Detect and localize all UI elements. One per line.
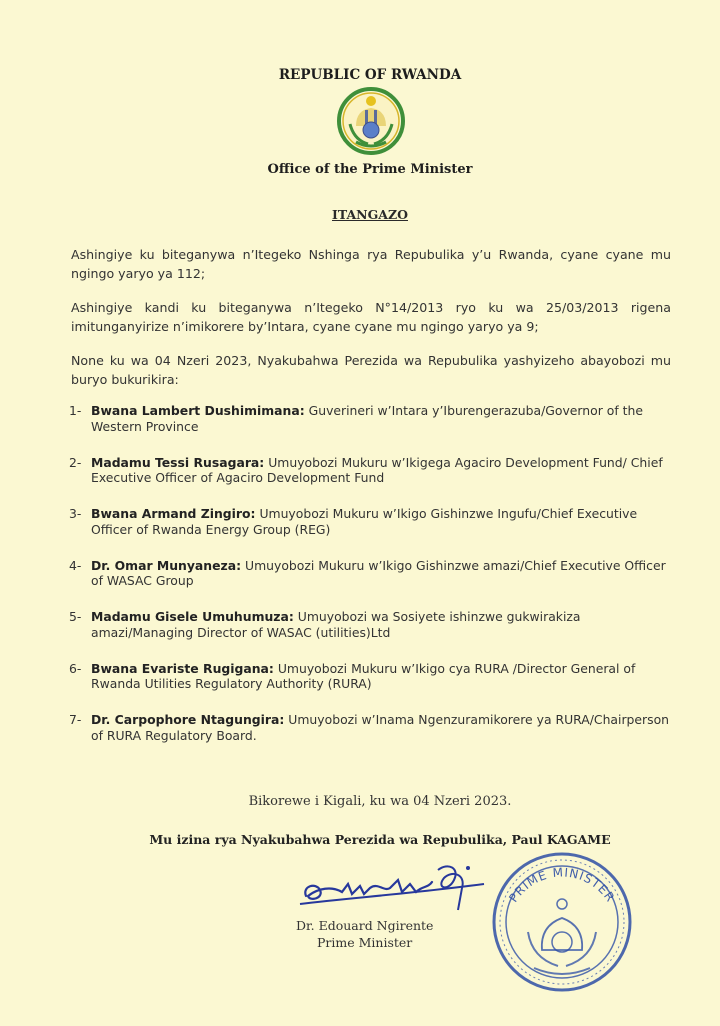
- item-number: 6-: [69, 660, 82, 676]
- item-number: 2-: [69, 454, 82, 470]
- appointee-name: Bwana Evariste Rugigana:: [91, 660, 274, 676]
- signer-title: Prime Minister: [317, 935, 413, 950]
- signer-name: Dr. Edouard Ngirente: [296, 918, 434, 933]
- appointee-name: Madamu Gisele Umuhumuza:: [91, 609, 294, 624]
- appointment-item: [69, 609, 679, 640]
- appointee-role: Umuyobozi Mukuru w’Ikigo Gishinzwe Ingufu/Chief Executive Officer of Rwanda Energy Group (REG): [91, 506, 638, 537]
- rwanda-coat-of-arms-icon: [336, 86, 406, 156]
- item-number: 4-: [69, 557, 82, 573]
- appointee-role: Umuyobozi Mukuru w’Ikigo Gishinzwe amazi/Chief Executive Officer of WASAC Group: [91, 557, 666, 588]
- item-number: 3-: [69, 506, 82, 521]
- appointment-item: [69, 661, 679, 692]
- appointee-role: Umuyobozi wa Sosiyete ishinzwe gukwirakiza amazi/Managing Director of WASAC (utilities)Ltd: [91, 609, 581, 640]
- appointment-item: [69, 712, 679, 743]
- signature-mark: [298, 858, 488, 920]
- preamble-paragraph-1: Ashingiye ku biteganywa n’Itegeko Nshinga rya Repubulika y’u Rwanda, cyane cyane mu ngingo yaryo ya 112;: [71, 247, 671, 281]
- appointee-role: Umuyobozi w’Inama Ngenzuramikorere ya RURA/Chairperson of RURA Regulatory Board.: [91, 712, 670, 743]
- appointee-role: Umuyobozi Mukuru w’Ikigega Agaciro Development Fund/ Chief Executive Officer of Agaciro Development Fund: [91, 454, 663, 485]
- office-heading: Office of the Prime Minister: [267, 162, 473, 177]
- country-heading: REPUBLIC OF RWANDA: [278, 67, 462, 83]
- appointment-item: [69, 558, 679, 589]
- signer-block: [296, 917, 433, 951]
- item-number: 7-: [69, 712, 82, 727]
- appointment-item: [69, 455, 679, 486]
- appointee-name: Dr. Omar Munyaneza:: [91, 557, 242, 573]
- appointment-item: [69, 403, 679, 434]
- appointee-name: Madamu Tessi Rusagara:: [91, 454, 265, 470]
- appointee-role: Guverineri w’Intara y’Iburengerazuba/Governor of the Western Province: [91, 403, 643, 434]
- appointee-role: Umuyobozi Mukuru w’Ikigo cya RURA /Director General of Rwanda Utilities Regulatory Authority (RURA): [91, 660, 636, 691]
- place-date: Bikorewe i Kigali, ku wa 04 Nzeri 2023.: [248, 794, 512, 809]
- appointee-name: Dr. Carpophore Ntagungira:: [91, 712, 285, 727]
- item-number: 5-: [69, 609, 82, 624]
- stamp-text: PRIME MINISTER: [506, 865, 618, 905]
- appointment-item: [69, 506, 679, 537]
- appointment-list: [69, 403, 679, 764]
- appointee-name: Bwana Lambert Dushimimana:: [91, 403, 305, 418]
- on-behalf-line: Mu izina rya Nyakubahwa Perezida wa Repubulika, Paul KAGAME: [149, 832, 611, 847]
- preamble-paragraph-3: None ku wa 04 Nzeri 2023, Nyakubahwa Perezida wa Repubulika yashyizeho abayobozi mu buryo bukurikira:: [71, 353, 671, 387]
- appointee-name: Bwana Armand Zingiro:: [91, 506, 256, 521]
- item-number: 1-: [69, 403, 82, 418]
- official-stamp: [488, 846, 636, 996]
- document-title: ITANGAZO: [332, 207, 408, 222]
- preamble-paragraph-2: Ashingiye kandi ku biteganywa n’Itegeko N°14/2013 ryo ku wa 25/03/2013 rigena imitunganyirize n’imikorere by’Intara, cyane cyane mu ngingo yaryo ya 9;: [71, 300, 671, 334]
